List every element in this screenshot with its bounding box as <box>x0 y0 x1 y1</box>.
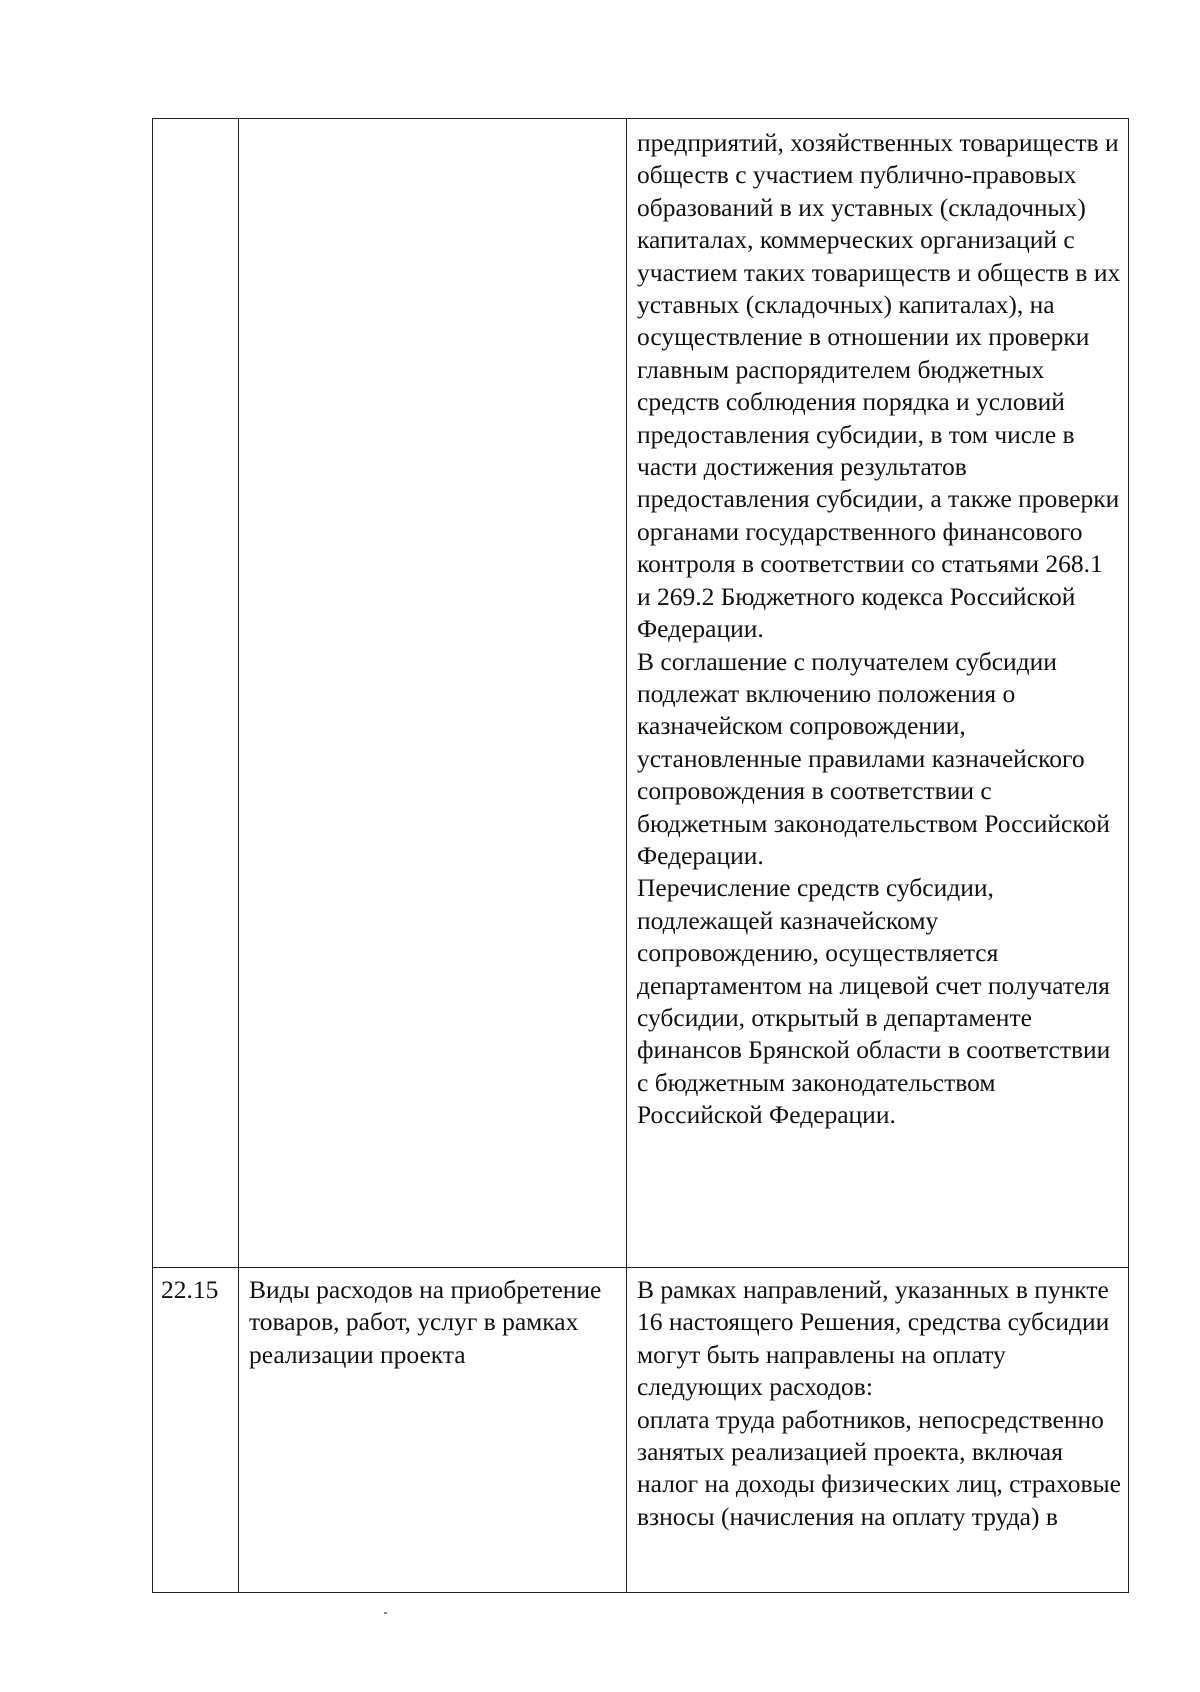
content-paragraph: В соглашение с получателем субсидии подлежат включению положения о казначейском сопровождении, установленные правилами казначейского сопровождения в соответствии с бюджетным законодательством Российской Федерации. <box>637 646 1110 870</box>
scan-speck <box>384 1612 387 1614</box>
content-paragraph: Перечисление средств субсидии, подлежащей казначейскому сопровождению, осуществляется департаментом на лицевой счет получателя субсидии, открытый в департаменте финансов Брянской области в соответствии с бюджетным законодательством Российской Федерации. <box>637 873 1111 1130</box>
item-name-cell: Виды расходов на приобретение товаров, работ, услуг в рамках реализации проекта <box>239 1268 627 1593</box>
item-number-cell <box>153 119 239 1268</box>
content-paragraph: В рамках направлений, указанных в пункте 16 настоящего Решения, средства субсидии могут быть направлены на оплату следующих расходов: <box>637 1275 1110 1402</box>
content-paragraph: оплата труда работников, непосредственно занятых реализацией проекта, включая налог на доходы физических лиц, страховые взносы (начисления на оплату труда) в <box>637 1404 1121 1531</box>
table-row <box>153 1268 1129 1593</box>
table-row <box>153 119 1129 1268</box>
item-content-cell <box>627 1268 1129 1593</box>
item-name-cell <box>239 119 627 1268</box>
item-content-cell <box>627 119 1129 1268</box>
content-paragraph: предприятий, хозяйственных товариществ и обществ с участием публично-правовых образований в их уставных (складочных) капиталах, коммерческих организаций с участием таких товариществ и обществ в их уставных (складочных) капиталах), на осуществление в отношении их проверки главным распорядителем бюджетных средств соблюдения порядка и условий предоставления субсидии, в том числе в части достижения результатов предоставления субсидии, а также проверки органами государственного финансового контроля в соответствии со статьями 268.1 и 269.2 Бюджетного кодекса Российской Федерации. <box>637 128 1121 644</box>
regulation-table <box>152 118 1129 1593</box>
item-number-cell: 22.15 <box>153 1268 239 1593</box>
